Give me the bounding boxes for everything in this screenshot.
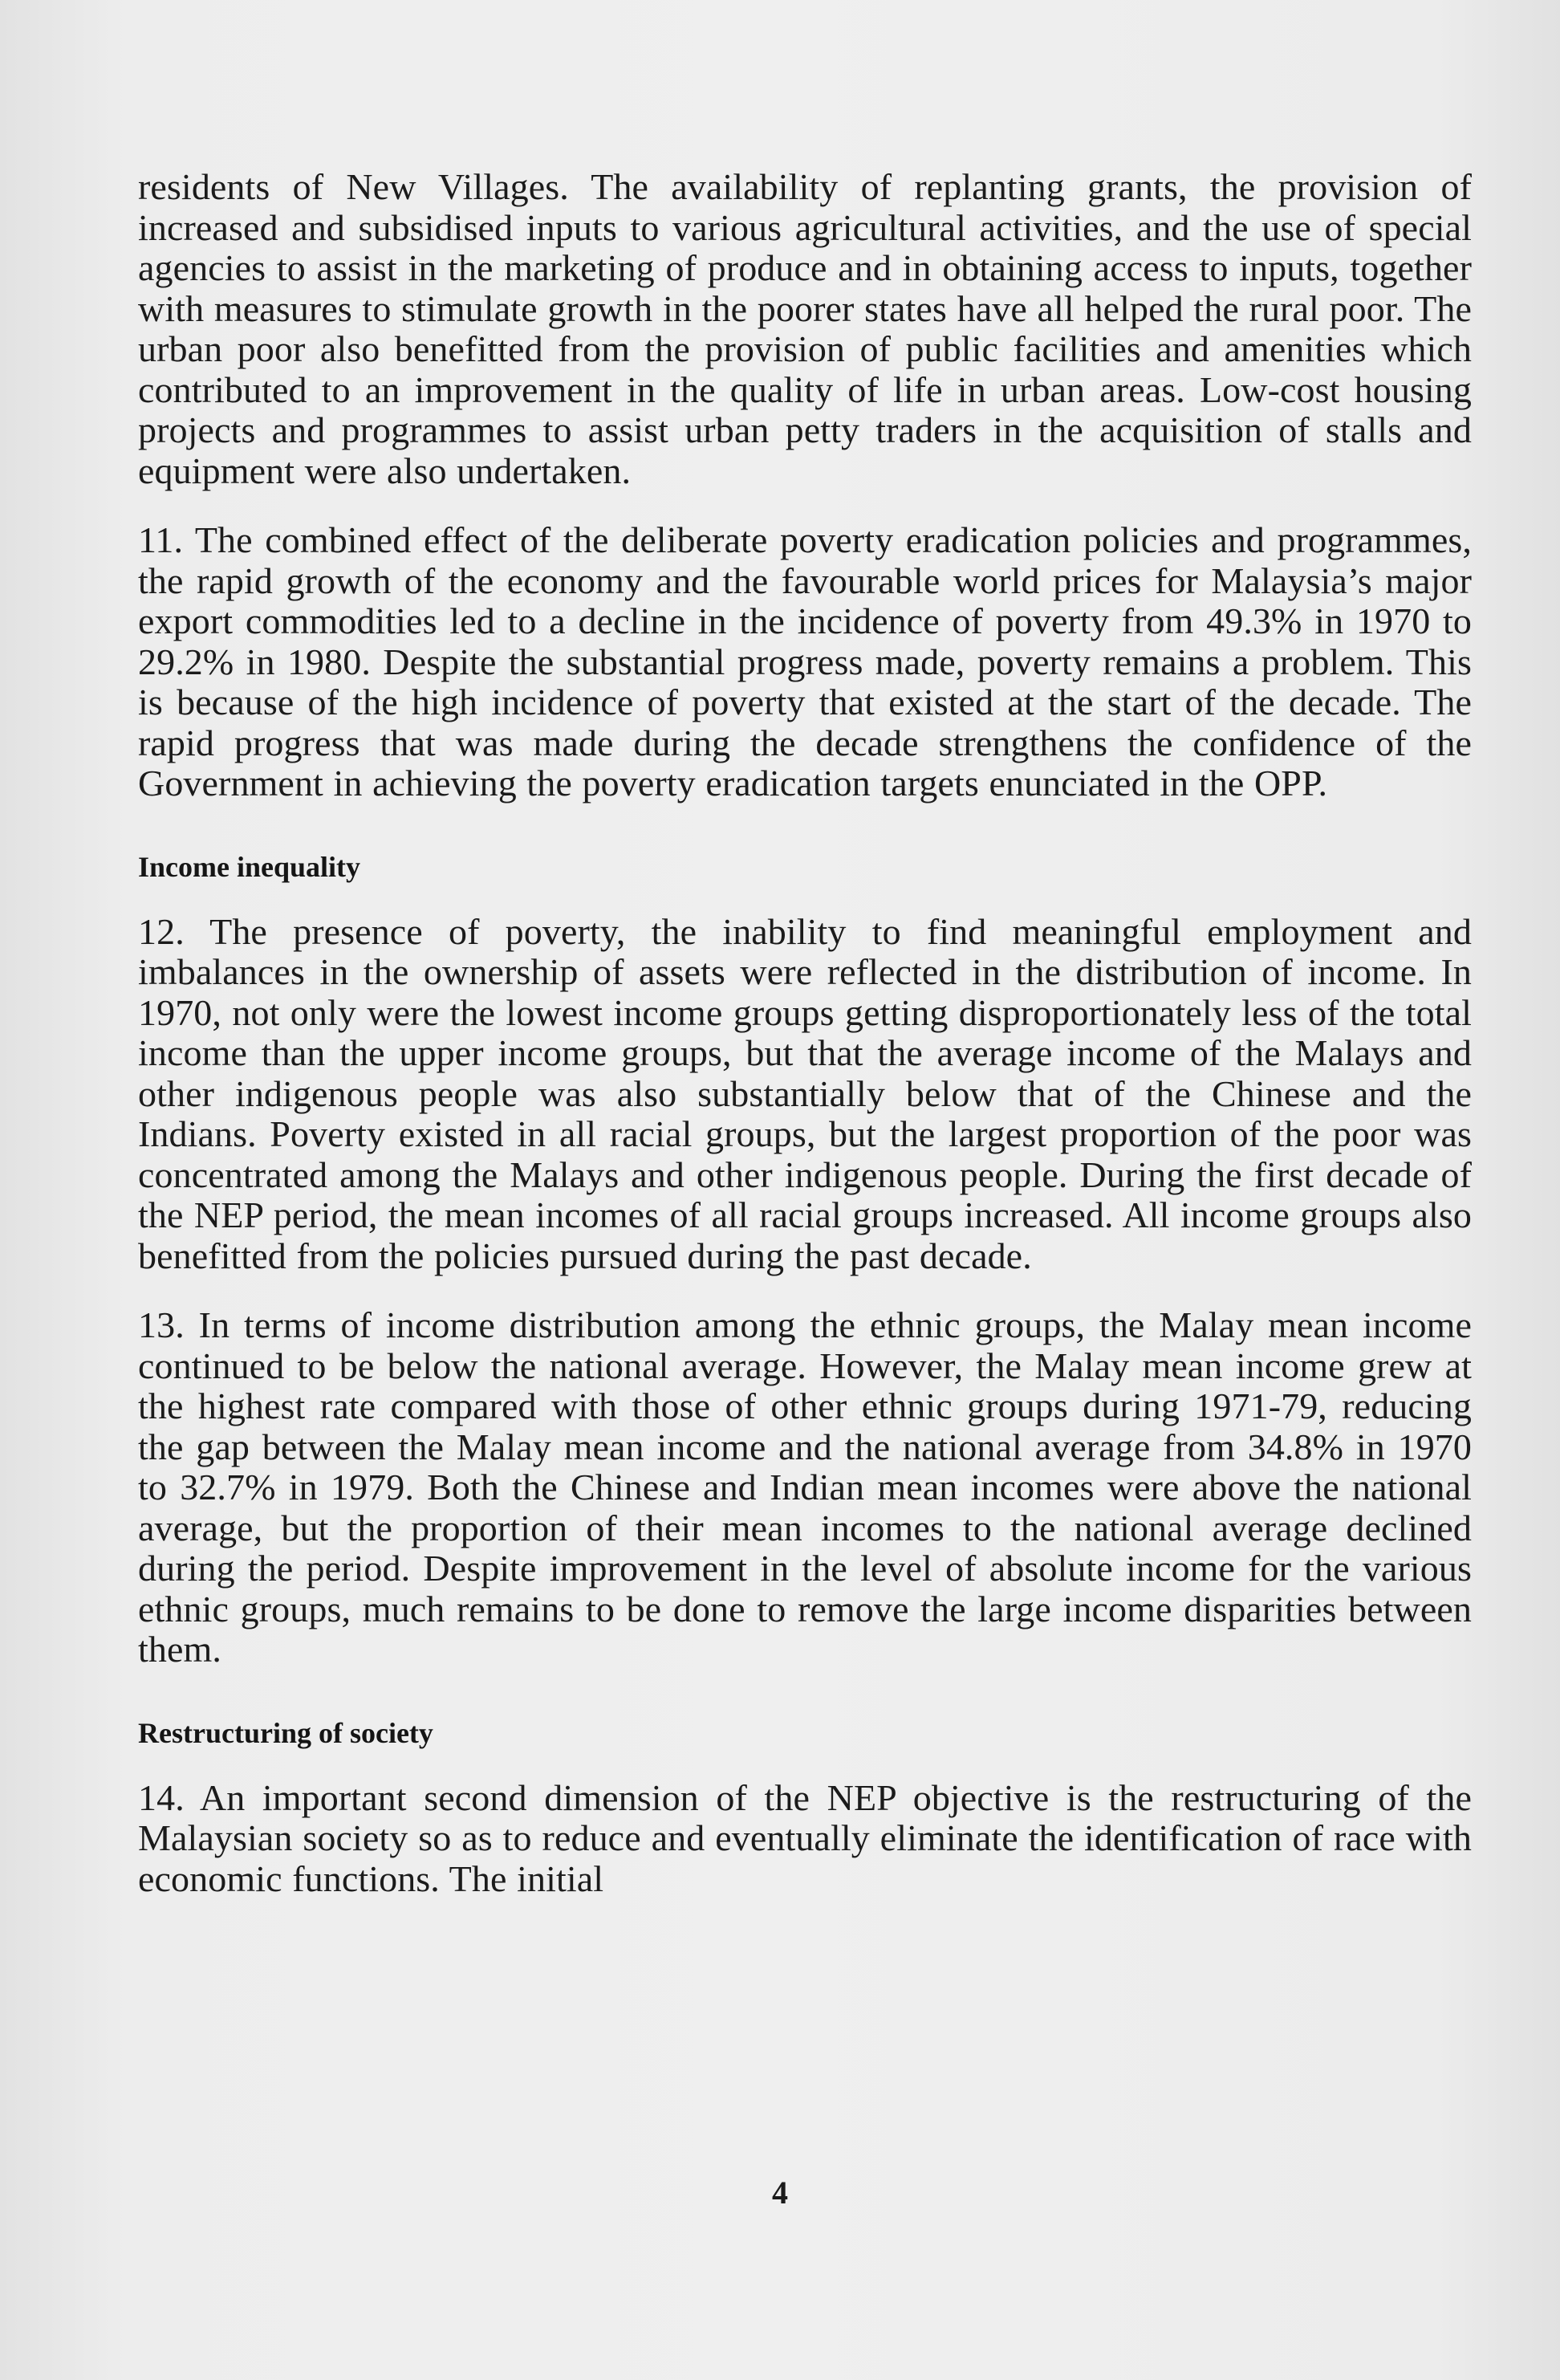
paragraph-14: 14. An important second dimension of the NEP objective is the restructuring of the Malaysian society so as to reduce and eventually eliminate the identification of race with economic functions. The initial — [138, 1776, 1472, 1899]
heading-restructuring-of-society: Restructuring of society — [138, 1716, 433, 1749]
section-gap — [138, 1670, 1472, 1717]
paragraph-gap — [138, 491, 1472, 520]
section-gap — [138, 804, 1472, 851]
paragraph-gap — [138, 1276, 1472, 1305]
paragraph-13: 13. In terms of income distribution among the ethnic groups, the Malay mean income continued to be below the national average. However, the Malay mean income grew at the highest rate compared with those of other ethnic groups during 1971-79, reducing the gap between the Malay mean income and the national average from 34.8% in 1970 to 32.7% in 1979. Both the Chinese and Indian mean incomes were above the national average, but the proportion of their mean incomes to the national average declined during the period. Despite improvement in the level of absolute income for the various ethnic groups, much remains to be done to remove the large income disparities between them. — [138, 1304, 1472, 1670]
heading-gap — [138, 883, 1472, 912]
page-number: 4 — [772, 2175, 788, 2211]
document-body — [138, 167, 1472, 1899]
heading-gap — [138, 1749, 1472, 1778]
heading-income-inequality: Income inequality — [138, 850, 361, 883]
paragraph-11: 11. The combined effect of the deliberate poverty eradication policies and programmes, the rapid growth of the economy and the favourable world prices for Malaysia’s major export commodities led to a decline in the incidence of poverty from 49.3% in 1970 to 29.2% in 1980. Despite the substantial progress made, poverty remains a problem. This is because of the high incidence of poverty that existed at the start of the decade. The rapid progress that was made during the decade strengthens the confidence of the Government in achieving the poverty eradication targets enunciated in the OPP. — [138, 519, 1472, 804]
paragraph-continued: residents of New Villages. The availability of replanting grants, the provision of increased and subsidised inputs to various agricultural activities, and the use of special agencies to assist in the marketing of produce and in obtaining access to inputs, together with measures to stimulate growth in the poorer states have all helped the rural poor. The urban poor also benefitted from the provision of public facilities and amenities which contributed to an improvement in the quality of life in urban areas. Low-cost housing projects and programmes to assist urban petty traders in the acquisition of stalls and equipment were also undertaken. — [138, 166, 1472, 491]
paragraph-12: 12. The presence of poverty, the inability to find meaningful employment and imbalances in the ownership of assets were reflected in the distribution of income. In 1970, not only were the lowest income groups getting disproportionately less of the total income than the upper income groups, but that the average income of the Malays and other indigenous people was also substantially below that of the Chinese and the Indians. Poverty existed in all racial groups, but the largest proportion of the poor was concentrated among the Malays and other indigenous people. During the first decade of the NEP period, the mean incomes of all racial groups increased. All income groups also benefitted from the policies pursued during the past decade. — [138, 910, 1472, 1276]
